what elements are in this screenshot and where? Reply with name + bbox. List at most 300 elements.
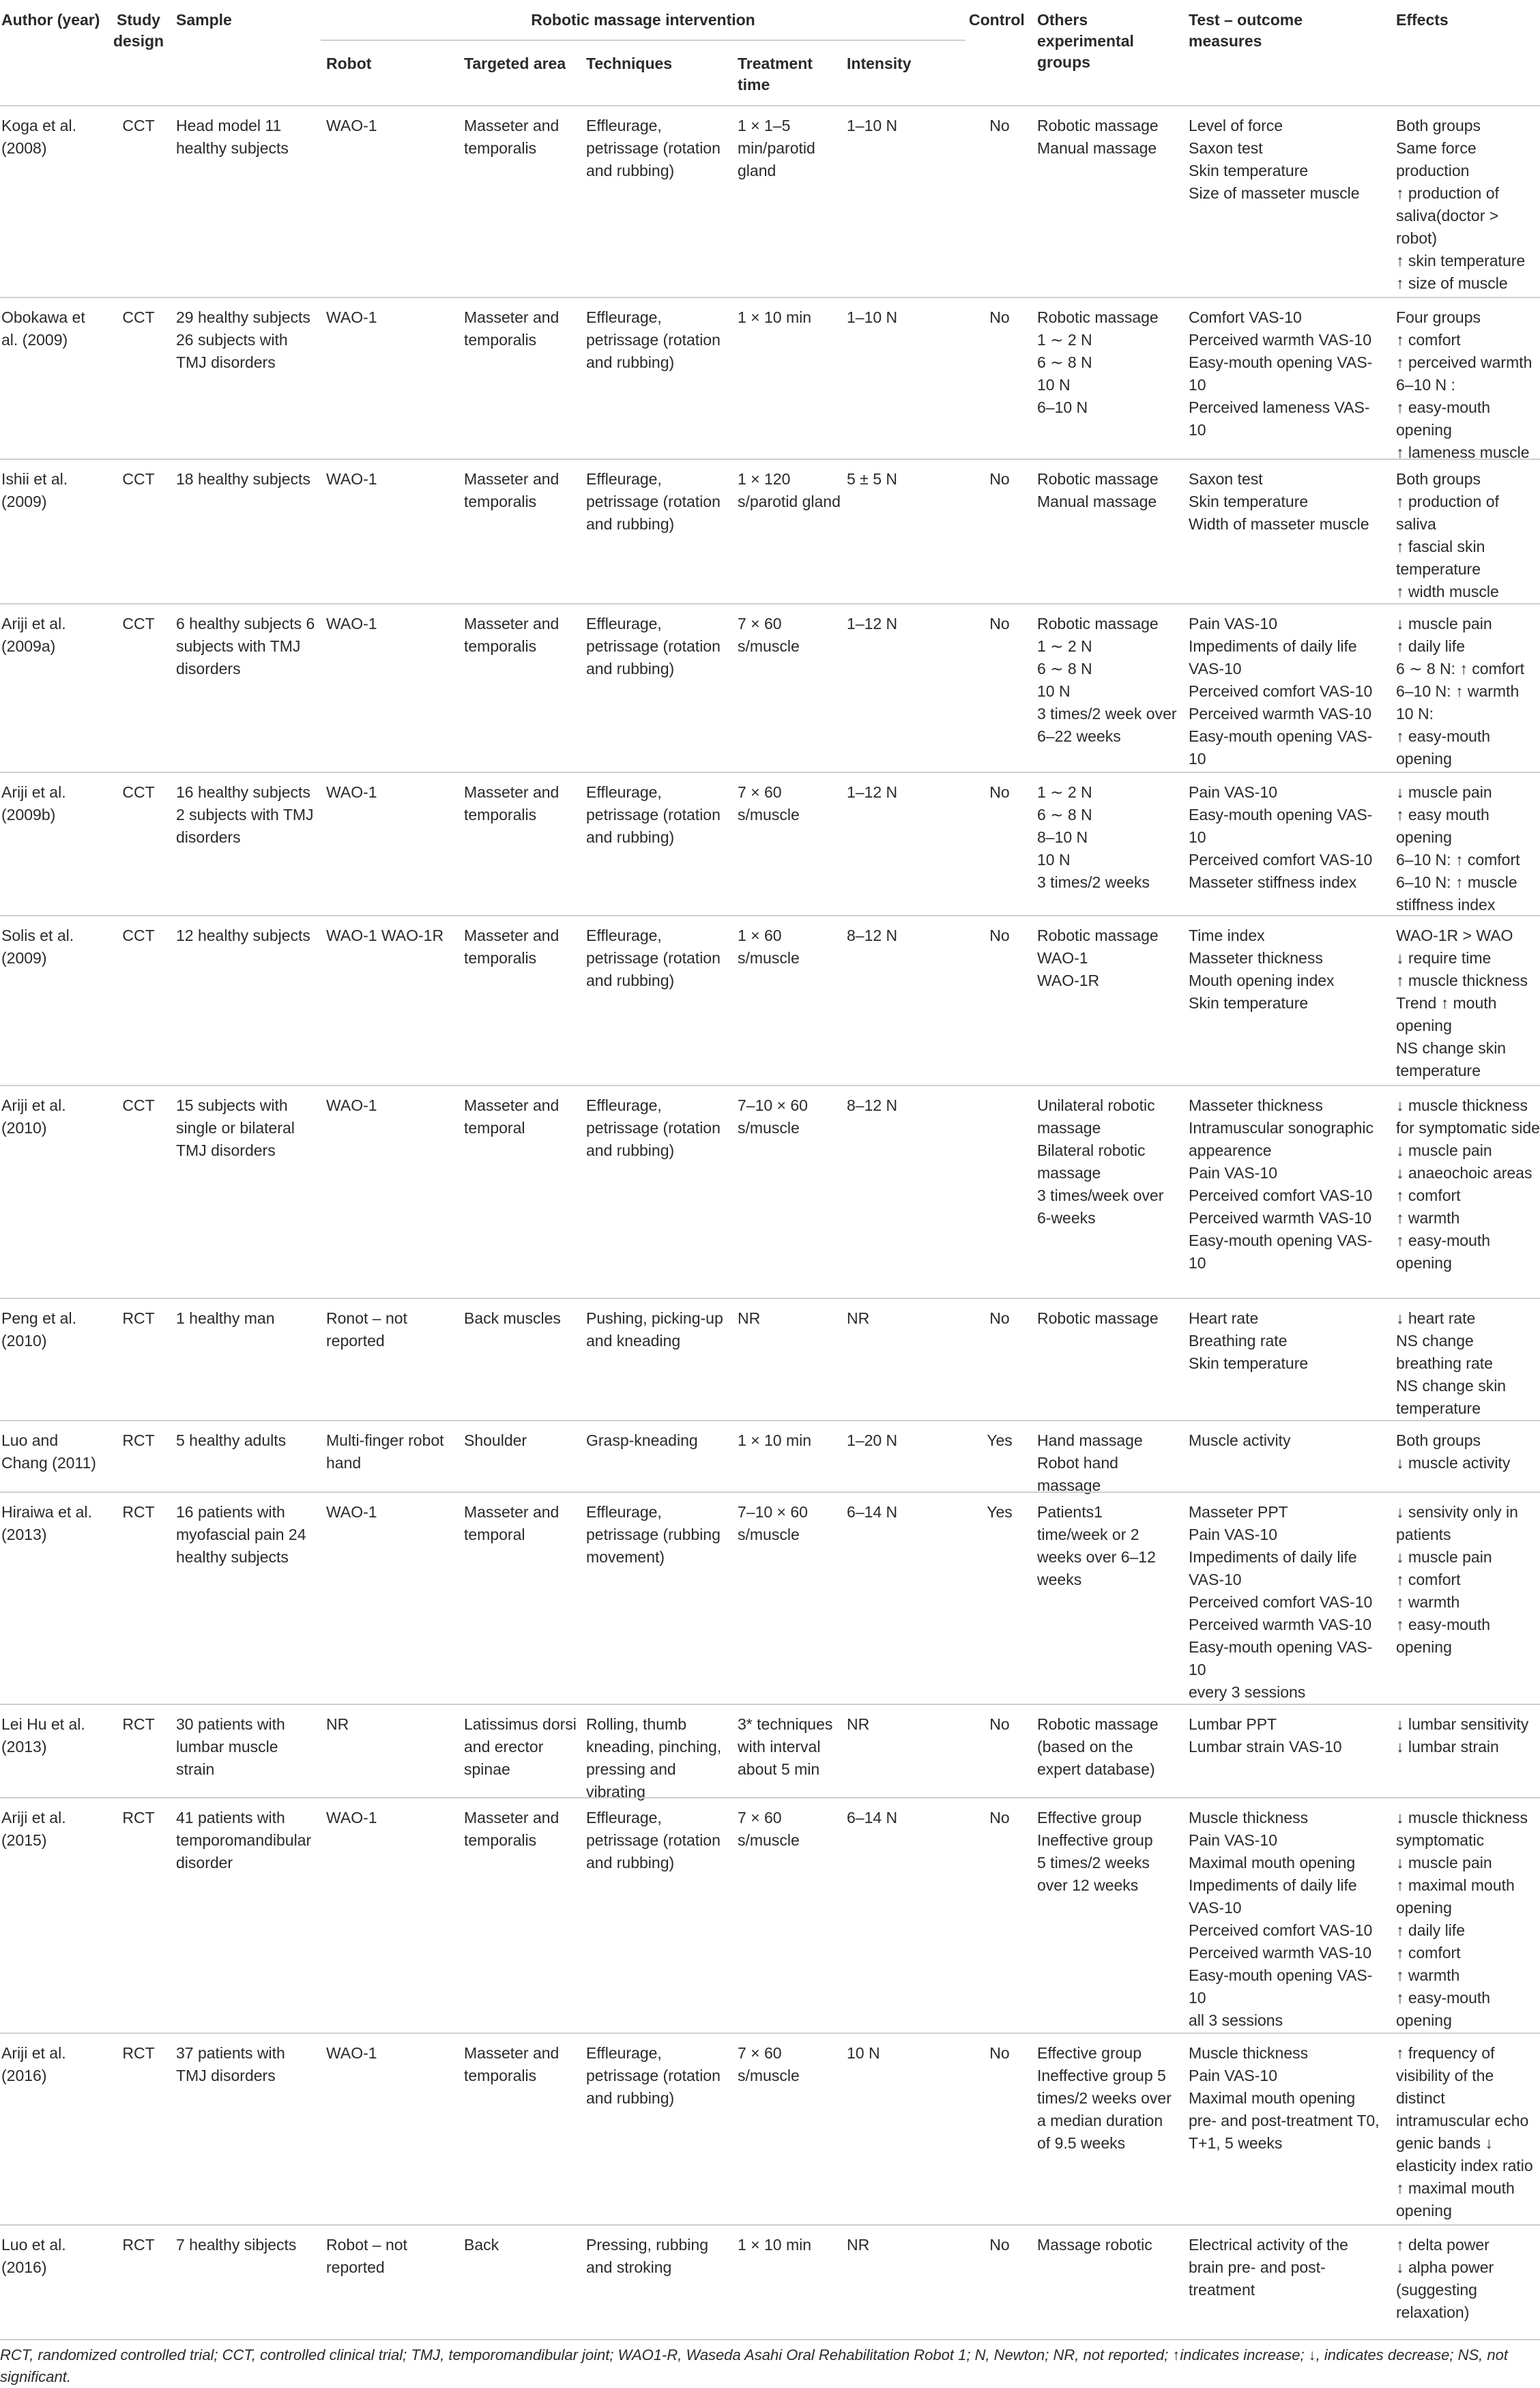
cell-intensity: 1–12 N bbox=[847, 615, 898, 632]
col-test: Test – outcome measures bbox=[1189, 11, 1303, 50]
cell-line: ↑ fascial skin temperature bbox=[1396, 538, 1485, 578]
cell-line: ↑ skin temperature bbox=[1396, 252, 1526, 270]
cell-test bbox=[1189, 781, 1383, 894]
cell-line: WAO-1R > WAO bbox=[1396, 927, 1513, 944]
table-row bbox=[0, 1298, 1540, 1420]
cell-time: 3* techniques with interval about 5 min bbox=[738, 1715, 833, 1778]
cell-intensity: 8–12 N bbox=[847, 927, 898, 944]
table-row bbox=[0, 603, 1540, 772]
cell-line: Both groups bbox=[1396, 117, 1481, 134]
cell-others bbox=[1037, 468, 1177, 513]
cell-author: Ariji et al. (2015) bbox=[1, 1809, 66, 1849]
cell-author: Luo and Chang (2011) bbox=[1, 1431, 96, 1472]
table-row bbox=[0, 1420, 1540, 1494]
cell-robot: WAO-1 bbox=[326, 470, 377, 488]
cell-techniques: Pressing, rubbing and stroking bbox=[586, 2236, 708, 2276]
cell-line: Muscle activity bbox=[1189, 1431, 1291, 1449]
cell-intensity: 1–10 N bbox=[847, 117, 898, 134]
cell-techniques: Grasp-kneading bbox=[586, 1431, 698, 1449]
table-row bbox=[0, 2033, 1540, 2224]
cell-line: Perceived warmth VAS-10 bbox=[1189, 1944, 1372, 1962]
cell-line: Easy-mouth opening VAS-10 bbox=[1189, 806, 1373, 846]
cell-design: RCT bbox=[122, 2044, 155, 2062]
cell-design: RCT bbox=[122, 2236, 155, 2254]
cell-line: 3 times/2 week over bbox=[1037, 705, 1177, 723]
cell-line: 6 ∼ 8 N: ↑ comfort bbox=[1396, 660, 1524, 678]
cell-line: Impediments of daily life VAS-10 bbox=[1189, 1876, 1357, 1917]
cell-line: Perceived warmth VAS-10 bbox=[1189, 705, 1372, 723]
cell-line: Robotic massage bbox=[1037, 470, 1159, 488]
cell-line: ↓ lumbar sensitivity bbox=[1396, 1715, 1529, 1733]
cell-line: Easy-mouth opening VAS-10 bbox=[1189, 353, 1373, 394]
cell-design: RCT bbox=[122, 1431, 155, 1449]
cell-line: Ineffective group bbox=[1037, 1831, 1153, 1849]
cell-techniques: Effleurage, petrissage (rotation and rubbing) bbox=[586, 1809, 721, 1872]
cell-effects bbox=[1396, 2042, 1540, 2222]
cell-design: CCT bbox=[122, 783, 155, 801]
cell-others bbox=[1037, 781, 1177, 894]
cell-line: Perceived comfort VAS-10 bbox=[1189, 1186, 1373, 1204]
table-row bbox=[0, 1491, 1540, 1704]
cell-line: Breathing rate bbox=[1189, 1332, 1288, 1350]
col-study-design: Study design bbox=[113, 11, 164, 50]
cell-effects bbox=[1396, 1094, 1540, 1275]
cell-line: Robotic massage bbox=[1037, 615, 1159, 632]
cell-control: No bbox=[989, 308, 1010, 326]
cell-line: ↑ warmth bbox=[1396, 1593, 1460, 1611]
cell-control: No bbox=[989, 1715, 1010, 1733]
cell-sample: 29 healthy subjects 26 subjects with TMJ disorders bbox=[176, 308, 310, 371]
cell-others bbox=[1037, 306, 1177, 419]
cell-line: ↑ easy-mouth opening bbox=[1396, 1232, 1491, 1272]
cell-techniques: Effleurage, petrissage (rotation and rubbing) bbox=[586, 308, 721, 371]
cell-design: CCT bbox=[122, 308, 155, 326]
cell-line: ↑ size of muscle bbox=[1396, 274, 1508, 292]
cell-robot: WAO-1 bbox=[326, 615, 377, 632]
cell-line: Pain VAS-10 bbox=[1189, 783, 1277, 801]
cell-robot: Robot – not reported bbox=[326, 2236, 407, 2276]
cell-line: ↑ easy-mouth opening bbox=[1396, 727, 1491, 768]
cell-sample: 15 subjects with single or bilateral TMJ disorders bbox=[176, 1096, 295, 1159]
cell-line: 3 times/2 weeks bbox=[1037, 873, 1150, 891]
cell-sample: 16 patients with myofascial pain 24 healthy subjects bbox=[176, 1503, 306, 1566]
table-row bbox=[0, 105, 1540, 297]
cell-author: Koga et al. (2008) bbox=[1, 117, 76, 157]
cell-intensity: NR bbox=[847, 2236, 870, 2254]
cell-techniques: Effleurage, petrissage (rotation and rubbing) bbox=[586, 783, 721, 846]
cell-test bbox=[1189, 613, 1383, 770]
cell-test bbox=[1189, 468, 1383, 536]
col-control: Control bbox=[969, 11, 1025, 29]
cell-intensity: 10 N bbox=[847, 2044, 880, 2062]
table-row bbox=[0, 915, 1540, 1085]
cell-author: Ariji et al. (2010) bbox=[1, 1096, 66, 1137]
cell-line: ↓ muscle thickness for symptomatic side bbox=[1396, 1096, 1540, 1137]
cell-robot: WAO-1 bbox=[326, 1503, 377, 1521]
cell-control: No bbox=[989, 615, 1010, 632]
cell-line: NS change breathing rate bbox=[1396, 1332, 1493, 1372]
cell-line: 10 N bbox=[1037, 851, 1071, 869]
cell-line: ↑ warmth bbox=[1396, 1209, 1460, 1227]
cell-control: No bbox=[989, 927, 1010, 944]
cell-test bbox=[1189, 1429, 1383, 1452]
cell-line: Electrical activity of the brain pre- and post-treatment bbox=[1189, 2236, 1348, 2299]
cell-effects bbox=[1396, 2234, 1540, 2324]
cell-area: Masseter and temporalis bbox=[464, 927, 560, 967]
cell-line: Muscle thickness bbox=[1189, 1809, 1309, 1826]
col-treatment-time: Treatment time bbox=[738, 55, 813, 93]
cell-line: 6 ∼ 8 N bbox=[1037, 806, 1092, 824]
cell-sample: Head model 11 healthy subjects bbox=[176, 117, 289, 157]
cell-line: Both groups bbox=[1396, 470, 1481, 488]
cell-line: ↑ production of saliva(doctor > robot) bbox=[1396, 184, 1499, 247]
cell-line: 1 ∼ 2 N bbox=[1037, 783, 1092, 801]
cell-line: Width of masseter muscle bbox=[1189, 515, 1369, 533]
cell-author: Hiraiwa et al. (2013) bbox=[1, 1503, 92, 1543]
cell-line: Lumbar strain VAS-10 bbox=[1189, 1738, 1342, 1756]
col-author: Author (year) bbox=[1, 11, 100, 29]
cell-line: ↑ comfort bbox=[1396, 1944, 1461, 1962]
cell-design: CCT bbox=[122, 1096, 155, 1114]
cell-line: Perceived warmth VAS-10 bbox=[1189, 1616, 1372, 1633]
cell-techniques: Effleurage, petrissage (rubbing movement) bbox=[586, 1503, 721, 1566]
cell-line: Saxon test bbox=[1189, 470, 1263, 488]
cell-control: No bbox=[989, 783, 1010, 801]
cell-line: ↑ comfort bbox=[1396, 1186, 1461, 1204]
cell-author: Ariji et al. (2016) bbox=[1, 2044, 66, 2084]
cell-intensity: NR bbox=[847, 1715, 870, 1733]
cell-time: 1 × 60 s/muscle bbox=[738, 927, 800, 967]
cell-control: No bbox=[989, 1309, 1010, 1327]
cell-line: ↑ width muscle bbox=[1396, 583, 1499, 600]
cell-effects bbox=[1396, 468, 1540, 603]
cell-effects bbox=[1396, 924, 1540, 1082]
col-targeted-area: Targeted area bbox=[464, 55, 566, 72]
cell-control: No bbox=[989, 117, 1010, 134]
cell-test bbox=[1189, 1501, 1383, 1704]
cell-line: Effective group bbox=[1037, 1809, 1142, 1826]
col-effects: Effects bbox=[1396, 11, 1449, 29]
cell-sample: 5 healthy adults bbox=[176, 1431, 287, 1449]
cell-time: 1 × 10 min bbox=[738, 1431, 812, 1449]
cell-line: Lumbar PPT bbox=[1189, 1715, 1277, 1733]
cell-techniques: Effleurage, petrissage (rotation and rubbing) bbox=[586, 2044, 721, 2107]
cell-line: Perceived lameness VAS-10 bbox=[1189, 398, 1370, 439]
cell-line: Four groups bbox=[1396, 308, 1481, 326]
cell-line: Pain VAS-10 bbox=[1189, 1526, 1277, 1543]
cell-time: 1 × 10 min bbox=[738, 308, 812, 326]
cell-others bbox=[1037, 613, 1177, 748]
cell-intensity: NR bbox=[847, 1309, 870, 1327]
cell-design: RCT bbox=[122, 1809, 155, 1826]
cell-others bbox=[1037, 115, 1177, 160]
cell-test bbox=[1189, 1807, 1383, 2032]
cell-line: ↑ easy-mouth opening bbox=[1396, 398, 1491, 439]
cell-line: ↓ muscle pain bbox=[1396, 1141, 1492, 1159]
cell-line: ↓ muscle activity bbox=[1396, 1454, 1511, 1472]
cell-techniques: Effleurage, petrissage (rotation and rubbing) bbox=[586, 615, 721, 678]
col-techniques: Techniques bbox=[586, 55, 673, 72]
table-bottom-rule bbox=[0, 2339, 1540, 2340]
cell-time: 7 × 60 s/muscle bbox=[738, 2044, 800, 2084]
cell-line: Masseter thickness bbox=[1189, 949, 1323, 967]
cell-line: ↑ daily life bbox=[1396, 637, 1465, 655]
cell-line: Pain VAS-10 bbox=[1189, 615, 1277, 632]
cell-effects bbox=[1396, 1807, 1540, 2032]
cell-line: ↓ require time bbox=[1396, 949, 1492, 967]
cell-intensity: 6–14 N bbox=[847, 1503, 898, 1521]
group-underline bbox=[321, 40, 965, 41]
cell-design: CCT bbox=[122, 470, 155, 488]
cell-time: 1 × 120 s/parotid gland bbox=[738, 470, 841, 510]
cell-line: Perceived comfort VAS-10 bbox=[1189, 682, 1373, 700]
cell-line: ↓ muscle pain bbox=[1396, 1548, 1492, 1566]
table-footnote: RCT, randomized controlled trial; CCT, controlled clinical trial; TMJ, temporomandibular joint; WAO1-R, Waseda Asahi Oral Rehabilitation Robot 1; N, Newton; NR, not reported; ↑indicates increase; ↓, indicates decrease; NS, not significant. bbox=[0, 2346, 1508, 2385]
cell-area: Masseter and temporalis bbox=[464, 2044, 560, 2084]
cell-author: Ariji et al. (2009a) bbox=[1, 615, 66, 655]
cell-line: Time index bbox=[1189, 927, 1265, 944]
cell-line: Skin temperature bbox=[1189, 1354, 1309, 1372]
cell-test bbox=[1189, 1307, 1383, 1375]
cell-sample: 18 healthy subjects bbox=[176, 470, 310, 488]
cell-line: Easy-mouth opening VAS-10 bbox=[1189, 1232, 1373, 1272]
cell-test bbox=[1189, 1713, 1383, 1758]
cell-line: Maximal mouth opening bbox=[1189, 1854, 1356, 1872]
cell-control: Yes bbox=[987, 1431, 1013, 1449]
cell-line: Robotic massage bbox=[1037, 308, 1159, 326]
cell-line: Skin temperature bbox=[1189, 162, 1309, 179]
cell-line: Comfort VAS-10 bbox=[1189, 308, 1302, 326]
cell-others bbox=[1037, 2234, 1177, 2256]
cell-control: No bbox=[989, 470, 1010, 488]
cell-line: Masseter thickness bbox=[1189, 1096, 1323, 1114]
cell-line: 10 N bbox=[1037, 376, 1071, 394]
cell-line: Mouth opening index bbox=[1189, 972, 1335, 989]
table-row bbox=[0, 772, 1540, 915]
cell-area: Masseter and temporalis bbox=[464, 783, 560, 824]
cell-time: 1 × 10 min bbox=[738, 2236, 812, 2254]
cell-line: Impediments of daily life VAS-10 bbox=[1189, 637, 1357, 678]
cell-time: 7 × 60 s/muscle bbox=[738, 615, 800, 655]
cell-intensity: 1–20 N bbox=[847, 1431, 898, 1449]
cell-techniques: Rolling, thumb kneading, pinching, pressing and vibrating bbox=[586, 1715, 722, 1801]
cell-line: ↑ muscle thickness bbox=[1396, 972, 1528, 989]
table-row bbox=[0, 2224, 1540, 2339]
cell-techniques: Effleurage, petrissage (rotation and rubbing) bbox=[586, 1096, 721, 1159]
cell-area: Masseter and temporal bbox=[464, 1503, 560, 1543]
cell-line: ↑ easy-mouth opening bbox=[1396, 1616, 1491, 1656]
cell-line: Impediments of daily life VAS-10 bbox=[1189, 1548, 1357, 1588]
cell-robot: WAO-1 bbox=[326, 117, 377, 134]
cell-line: Perceived comfort VAS-10 bbox=[1189, 851, 1373, 869]
cell-line: ↑ comfort bbox=[1396, 1571, 1461, 1588]
cell-line: 6 ∼ 8 N bbox=[1037, 353, 1092, 371]
cell-line: Trend ↑ mouth opening bbox=[1396, 994, 1497, 1034]
cell-line: Robotic massage bbox=[1037, 117, 1159, 134]
cell-techniques: Effleurage, petrissage (rotation and rubbing) bbox=[586, 927, 721, 989]
cell-line: 5 times/2 weeks over 12 weeks bbox=[1037, 1854, 1150, 1894]
cell-area: Masseter and temporalis bbox=[464, 1809, 560, 1849]
cell-control: No bbox=[989, 2044, 1010, 2062]
table-row bbox=[0, 1085, 1540, 1298]
cell-line: ↑ comfort bbox=[1396, 331, 1461, 349]
cell-time: 1 × 1–5 min/parotid gland bbox=[738, 117, 815, 179]
table-header bbox=[0, 0, 1540, 102]
cell-techniques: Pushing, picking-up and kneading bbox=[586, 1309, 723, 1350]
cell-effects bbox=[1396, 115, 1540, 295]
cell-robot: WAO-1 bbox=[326, 308, 377, 326]
table-row bbox=[0, 458, 1540, 603]
cell-design: RCT bbox=[122, 1715, 155, 1733]
cell-line: WAO-1 bbox=[1037, 949, 1088, 967]
cell-sample: 12 healthy subjects bbox=[176, 927, 310, 944]
cell-line: Level of force bbox=[1189, 117, 1283, 134]
cell-effects bbox=[1396, 781, 1540, 916]
cell-robot: WAO-1 bbox=[326, 1096, 377, 1114]
cell-intensity: 1–12 N bbox=[847, 783, 898, 801]
cell-line: ↓ anaeochoic areas bbox=[1396, 1164, 1532, 1182]
cell-line: 6–10 N: ↑ warmth bbox=[1396, 682, 1520, 700]
cell-area: Masseter and temporal bbox=[464, 1096, 560, 1137]
cell-sample: 7 healthy sibjects bbox=[176, 2236, 297, 2254]
cell-others bbox=[1037, 1713, 1177, 1781]
cell-area: Back bbox=[464, 2236, 499, 2254]
cell-line: ↑ maximal mouth opening bbox=[1396, 1876, 1515, 1917]
cell-line: Manual massage bbox=[1037, 139, 1157, 157]
cell-effects bbox=[1396, 1713, 1540, 1758]
cell-line: ↑ delta power bbox=[1396, 2236, 1490, 2254]
cell-line: 10 N bbox=[1037, 682, 1071, 700]
cell-test bbox=[1189, 306, 1383, 441]
cell-sample: 41 patients with temporomandibular disorder bbox=[176, 1809, 312, 1872]
col-intensity: Intensity bbox=[847, 55, 912, 72]
cell-author: Solis et al. (2009) bbox=[1, 927, 74, 967]
cell-line: ↑ easy-mouth opening bbox=[1396, 1989, 1491, 2029]
cell-test bbox=[1189, 2042, 1383, 2155]
cell-line: 6–10 N bbox=[1037, 398, 1088, 416]
cell-design: RCT bbox=[122, 1309, 155, 1327]
cell-robot: WAO-1 WAO-1R bbox=[326, 927, 444, 944]
cell-line: Heart rate bbox=[1189, 1309, 1259, 1327]
cell-line: Perceived comfort VAS-10 bbox=[1189, 1593, 1373, 1611]
cell-others bbox=[1037, 1807, 1177, 1897]
cell-time: 7–10 × 60 s/muscle bbox=[738, 1096, 808, 1137]
cell-area: Masseter and temporalis bbox=[464, 615, 560, 655]
cell-line: Pain VAS-10 bbox=[1189, 1831, 1277, 1849]
cell-line: ↓ alpha power (suggesting relaxation) bbox=[1396, 2258, 1494, 2321]
cell-line: Maximal mouth opening pre- and post-treatment T0, T+1, 5 weeks bbox=[1189, 2089, 1380, 2152]
cell-intensity: 5 ± 5 N bbox=[847, 470, 897, 488]
cell-line: 6–10 N: ↑ comfort bbox=[1396, 851, 1520, 869]
cell-line: Perceived warmth VAS-10 bbox=[1189, 1209, 1372, 1227]
cell-line: Saxon test bbox=[1189, 139, 1263, 157]
cell-line: Perceived comfort VAS-10 bbox=[1189, 1921, 1373, 1939]
cell-line: ↓ lumbar strain bbox=[1396, 1738, 1499, 1756]
cell-line: ↓ muscle pain bbox=[1396, 615, 1492, 632]
cell-line: ↑ easy mouth opening bbox=[1396, 806, 1490, 846]
cell-line: ↑ daily life bbox=[1396, 1921, 1465, 1939]
cell-line: Effective group bbox=[1037, 2044, 1142, 2062]
cell-robot: WAO-1 bbox=[326, 2044, 377, 2062]
cell-intensity: 8–12 N bbox=[847, 1096, 898, 1114]
cell-effects bbox=[1396, 1307, 1540, 1420]
cell-line: 10 N: bbox=[1396, 705, 1434, 723]
cell-effects bbox=[1396, 1501, 1540, 1659]
col-sample: Sample bbox=[176, 11, 232, 29]
cell-line: WAO-1R bbox=[1037, 972, 1100, 989]
cell-area: Latissimus dorsi and erector spinae bbox=[464, 1715, 577, 1778]
cell-design: CCT bbox=[122, 615, 155, 632]
cell-design: RCT bbox=[122, 1503, 155, 1521]
cell-line: ↓ sensivity only in patients bbox=[1396, 1503, 1518, 1543]
cell-line: Patients1 time/week or 2 weeks over 6–12 weeks bbox=[1037, 1503, 1156, 1588]
cell-line: 6 ∼ 8 N bbox=[1037, 660, 1092, 678]
cell-robot: WAO-1 bbox=[326, 1809, 377, 1826]
cell-robot: Multi-finger robot hand bbox=[326, 1431, 444, 1472]
cell-line: Bilateral robotic massage bbox=[1037, 1141, 1146, 1182]
cell-line: Easy-mouth opening VAS-10 bbox=[1189, 727, 1373, 768]
cell-line: Robot hand massage bbox=[1037, 1454, 1118, 1494]
cell-line: ↑ perceived warmth 6–10 N : bbox=[1396, 353, 1532, 394]
cell-line: Robotic massage bbox=[1037, 1309, 1159, 1327]
cell-robot: Ronot – not reported bbox=[326, 1309, 407, 1350]
cell-line: Robotic massage (based on the expert database) bbox=[1037, 1715, 1159, 1778]
cell-intensity: 1–10 N bbox=[847, 308, 898, 326]
cell-line: all 3 sessions bbox=[1189, 2011, 1283, 2029]
cell-control: Yes bbox=[987, 1503, 1013, 1521]
table-row bbox=[0, 1704, 1540, 1801]
cell-line: Both groups bbox=[1396, 1431, 1481, 1449]
cell-line: Masseter stiffness index bbox=[1189, 873, 1357, 891]
cell-line: ↓ muscle pain bbox=[1396, 1854, 1492, 1872]
cell-test bbox=[1189, 2234, 1383, 2301]
col-others: Others experimental groups bbox=[1037, 11, 1134, 71]
cell-line: Hand massage bbox=[1037, 1431, 1143, 1449]
cell-line: ↑ production of saliva bbox=[1396, 493, 1499, 533]
cell-line: 3 times/week over 6-weeks bbox=[1037, 1186, 1164, 1227]
cell-line: ↓ heart rate bbox=[1396, 1309, 1476, 1327]
cell-design: CCT bbox=[122, 117, 155, 134]
cell-others bbox=[1037, 1429, 1177, 1497]
cell-area: Shoulder bbox=[464, 1431, 527, 1449]
cell-control: No bbox=[989, 1809, 1010, 1826]
cell-line: Same force production bbox=[1396, 139, 1477, 179]
cell-line: Ineffective group 5 times/2 weeks over a median duration of 9.5 weeks bbox=[1037, 2067, 1172, 2152]
cell-author: Lei Hu et al. (2013) bbox=[1, 1715, 85, 1756]
cell-line: ↑ frequency of visibility of the distinct intramuscular echo genic bands ↓ elasticity index ratio ↑ maximal mouth opening bbox=[1396, 2044, 1533, 2219]
cell-line: Size of masseter muscle bbox=[1189, 184, 1360, 202]
cell-author: Peng et al. (2010) bbox=[1, 1309, 76, 1350]
cell-line: Robotic massage bbox=[1037, 927, 1159, 944]
cell-area: Back muscles bbox=[464, 1309, 561, 1327]
cell-author: Ariji et al. (2009b) bbox=[1, 783, 66, 824]
cell-line: ↑ warmth bbox=[1396, 1966, 1460, 1984]
cell-sample: 1 healthy man bbox=[176, 1309, 275, 1327]
cell-sample: 37 patients with TMJ disorders bbox=[176, 2044, 285, 2084]
cell-line: Perceived warmth VAS-10 bbox=[1189, 331, 1372, 349]
cell-effects bbox=[1396, 1429, 1540, 1474]
cell-others bbox=[1037, 924, 1177, 992]
cell-line: 6–10 N: ↑ muscle stiffness index bbox=[1396, 873, 1517, 914]
cell-line: ↓ muscle pain bbox=[1396, 783, 1492, 801]
cell-line: 1 ∼ 2 N bbox=[1037, 637, 1092, 655]
col-group-robotic-massage: Robotic massage intervention bbox=[531, 11, 755, 29]
cell-test bbox=[1189, 115, 1383, 205]
cell-line: 8–10 N bbox=[1037, 828, 1088, 846]
cell-line: 6–22 weeks bbox=[1037, 727, 1121, 745]
cell-others bbox=[1037, 2042, 1177, 2155]
cell-line: every 3 sessions bbox=[1189, 1683, 1306, 1701]
